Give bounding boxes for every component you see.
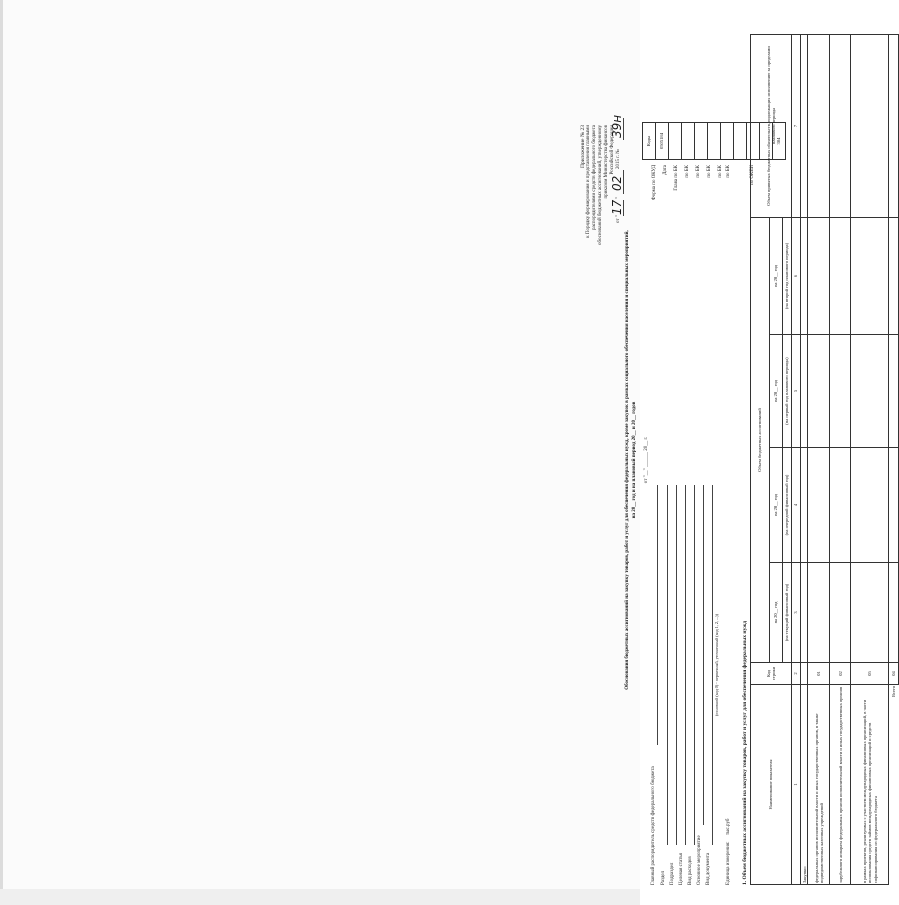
col-subheader-year-4: (на второй год планового периода) xyxy=(783,217,792,334)
order-date-quote: " xyxy=(616,196,621,199)
order-day-handwritten: 17 xyxy=(610,199,624,215)
cell xyxy=(801,563,808,663)
field-line-main-manager xyxy=(657,485,658,745)
order-number-underline xyxy=(623,118,624,140)
order-date-prefix: от " xyxy=(616,215,621,223)
code-label-okud: Форма по ОКУД xyxy=(652,165,657,201)
table-row xyxy=(808,34,830,884)
cell xyxy=(801,448,808,563)
cell xyxy=(851,448,889,563)
field-label-subsection: Подраздел xyxy=(670,862,675,885)
order-month-underline xyxy=(623,170,624,194)
row-code: 01 xyxy=(808,663,830,685)
cell xyxy=(889,448,899,563)
cell xyxy=(889,217,899,334)
code-value-okud: 0505184 xyxy=(656,123,669,160)
field-label-target-article: Целевая статья xyxy=(679,853,684,885)
annex-line-5: Российской Федерации xyxy=(610,125,615,175)
annex-line-1: к Порядку формирования и представления главными xyxy=(586,125,591,238)
cell xyxy=(808,563,830,663)
code-value-bk-1 xyxy=(695,123,708,160)
cell xyxy=(830,34,851,217)
cell xyxy=(808,335,830,448)
order-day-underline xyxy=(623,200,624,216)
table-row xyxy=(851,34,889,884)
code-value-bk-3 xyxy=(721,123,734,160)
col-number: 5 xyxy=(792,335,801,448)
cell xyxy=(851,217,889,334)
cell xyxy=(801,335,808,448)
field-label-expense-type: Вид расходов xyxy=(688,856,693,885)
annex-line-4: приказом Министерства финансов xyxy=(604,125,609,199)
code-value-okei: 384 xyxy=(773,123,786,160)
codes-header: Коды xyxy=(643,123,656,160)
code-value-bk-2 xyxy=(708,123,721,160)
col-number: 1 xyxy=(792,685,801,885)
col-number: 6 xyxy=(792,217,801,334)
row-code: 05 xyxy=(851,663,889,685)
col-subheader-year-2: (на очередной финансовый год) xyxy=(783,448,792,563)
annex-line-2: распорядителями средств федерального бюджета xyxy=(592,125,597,231)
table-row xyxy=(889,34,899,884)
document-title-period: на 20__ год и на плановый период 20__ и 20__ годов xyxy=(632,401,637,519)
section-title: 1. Объем бюджетных ассигнований на закупку товаров, работ и услуг для обеспечения федеральных нужд xyxy=(742,620,748,885)
code-label-okei: по ОКЕИ xyxy=(750,165,755,186)
cell xyxy=(830,217,851,334)
col-header-year-3: на 20__ год xyxy=(770,335,783,448)
cell xyxy=(830,563,851,663)
code-label-bk-4: по БК xyxy=(718,165,723,178)
col-header-name: Наименование показателя xyxy=(751,685,792,885)
annex-number: Приложение № 23 xyxy=(580,125,586,169)
cell xyxy=(808,34,830,217)
cell xyxy=(851,563,889,663)
doc-type-hint: (основной (код 0) - первичный, уточненный (код 1, 2, ...)) xyxy=(714,614,719,716)
cell xyxy=(801,217,808,334)
field-line-section xyxy=(667,485,668,845)
row-total-label: Всего xyxy=(889,685,899,885)
col-number: 3 xyxy=(792,563,801,663)
col-subheader-year-1: (на текущий финансовый год) xyxy=(783,563,792,663)
code-value-bk-4 xyxy=(734,123,747,160)
cell xyxy=(889,335,899,448)
code-label-chapter: Глава по БК xyxy=(674,165,679,191)
row-name: федеральных органов исполнительной власти и иных государственных органов, в также подведомственных казенных учреждений xyxy=(808,685,830,885)
scan-edge-shadow xyxy=(0,0,3,905)
field-line-main-event xyxy=(703,485,704,825)
table-row xyxy=(801,34,808,884)
cell xyxy=(808,217,830,334)
code-value-date xyxy=(669,123,682,160)
cell xyxy=(889,563,899,663)
code-label-bk-2: по БК xyxy=(696,165,701,178)
row-code xyxy=(801,663,808,685)
cell xyxy=(801,34,808,217)
cell xyxy=(830,448,851,563)
row-code: 04 xyxy=(889,663,899,685)
cell xyxy=(808,448,830,563)
col-header-year-1: на 20__ год xyxy=(770,563,783,663)
annex-line-3: обоснований бюджетных ассигнований, утвержденному xyxy=(598,125,603,245)
unit-label: Единица измерения: xyxy=(726,841,731,885)
cell xyxy=(851,34,889,217)
col-header-code: Код строки xyxy=(751,663,792,685)
row-name: Закупки: xyxy=(801,685,808,885)
row-name: зарубежного аппарата федеральных органов исполнительной власти и иных государственных органов xyxy=(830,685,851,885)
field-label-doc-type: Вид документа xyxy=(706,852,711,885)
field-line-subsection xyxy=(676,485,677,845)
field-line-target-article xyxy=(685,485,686,845)
field-label-main-manager: Главный распорядитель средств федерального бюджета xyxy=(651,766,656,885)
field-line-doc-type xyxy=(712,485,713,845)
cell xyxy=(889,34,899,217)
field-label-main-event: Основное мероприятие xyxy=(697,835,702,885)
col-number: 4 xyxy=(792,448,801,563)
col-header-year-4: на 20__ год xyxy=(770,217,783,334)
table-row xyxy=(830,34,851,884)
col-number: 7 xyxy=(792,34,801,217)
order-month-handwritten: 02 xyxy=(610,175,624,191)
field-label-section: Раздел xyxy=(661,870,666,885)
cell xyxy=(851,335,889,448)
code-label-bk-1: по БК xyxy=(685,165,690,178)
col-subheader-year-3: (на первый год планового периода) xyxy=(783,335,792,448)
code-label-date: Дата xyxy=(663,165,668,175)
document-date-line: от "__" ______ 20__ г. xyxy=(644,436,649,484)
col-number: 2 xyxy=(792,663,801,685)
rotated-form xyxy=(20,35,897,885)
scan-bottom-margin xyxy=(0,889,640,905)
order-year-suffix: 2015 г. № xyxy=(616,148,621,169)
code-value-chapter xyxy=(682,123,695,160)
order-number-handwritten: 39н xyxy=(610,114,624,138)
field-line-expense-type xyxy=(694,485,695,845)
col-header-year-2: на 20__ год xyxy=(770,448,783,563)
col-header-obligations: Объем принятых бюджетных обязательств, подлежащих исполнению за пределами планового периода xyxy=(751,34,792,217)
code-label-bk-3: по БК xyxy=(707,165,712,178)
document-title: Обоснования бюджетных ассигнований на закупку товаров, работ и услуг для обеспечения федеральных нужд, кроме закупок в рамках социального обеспечения населения и специальных мероприятий, xyxy=(625,230,630,690)
code-label-bk-5: по БК xyxy=(726,165,731,178)
row-code: 02 xyxy=(830,663,851,685)
cell xyxy=(830,335,851,448)
col-header-group: Объем бюджетных ассигнований xyxy=(751,217,770,662)
row-name: в рамках проектов, реализуемых с участием международных финансовых организаций, в части использования средств займов международных финансовых организаций и средств софинансирования из федерального бюджета xyxy=(851,685,889,885)
budget-allocations-table xyxy=(750,34,899,885)
unit-value: тыс.руб xyxy=(726,818,731,835)
